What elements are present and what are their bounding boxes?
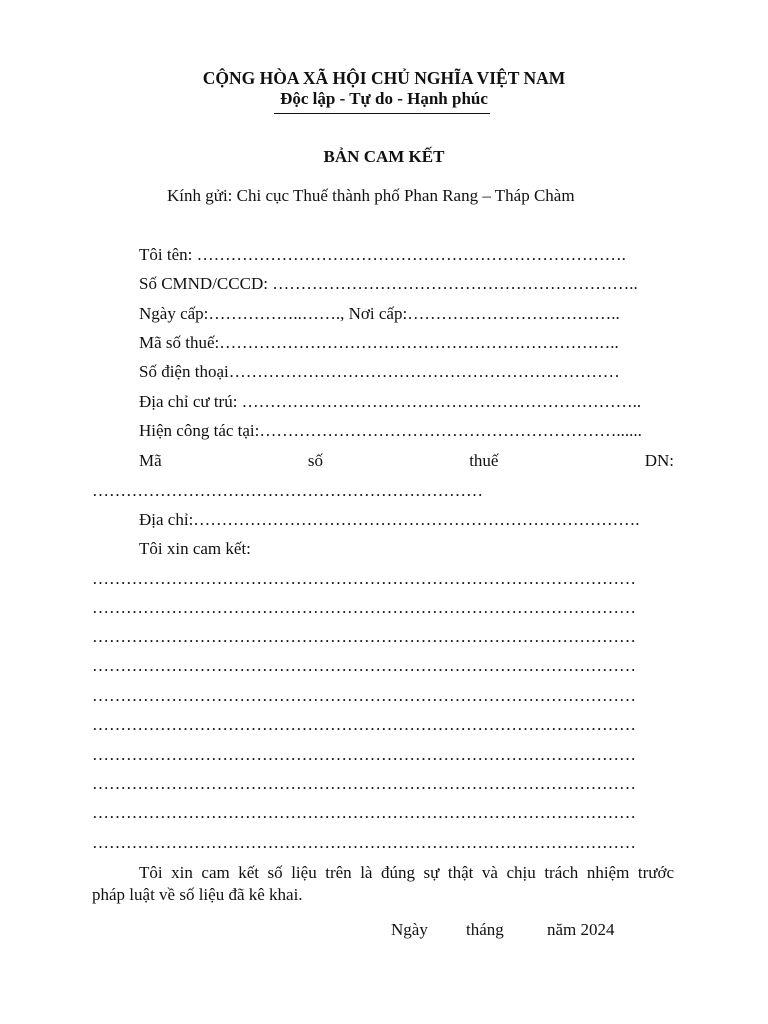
workplace-field: Hiện công tác tại:………………………………………………………...... xyxy=(139,421,642,440)
commitment-blank-line: …………………………………………………………………………………… xyxy=(92,627,636,646)
phone-field: Số điện thoại…………………………………………………………… xyxy=(139,362,620,381)
document-title: BẢN CAM KẾT xyxy=(323,147,445,166)
commitment-blank-line: …………………………………………………………………………………… xyxy=(92,686,636,705)
national-title: CỘNG HÒA XÃ HỘI CHỦ NGHĨA VIỆT NAM xyxy=(202,68,566,88)
commitment-label: Tôi xin cam kết: xyxy=(139,539,251,558)
date-line xyxy=(391,920,615,940)
closing-statement xyxy=(92,862,674,906)
id-number-field: Số CMND/CCCD: ……………………………………………………….. xyxy=(139,274,638,293)
name-field: Tôi tên: …………………………………………………………………. xyxy=(139,245,626,264)
business-tax-word: thuế xyxy=(469,451,499,470)
business-tax-code-label xyxy=(139,451,674,471)
address-field: Địa chỉ:……………………………………………………………………. xyxy=(139,510,640,529)
residence-address-field: Địa chỉ cư trú: …………………………………………………………….. xyxy=(139,392,642,411)
tax-code-field: Mã số thuế:…………………………………………………………….. xyxy=(139,333,619,352)
national-motto: Độc lập - Tự do - Hạnh phúc xyxy=(280,89,488,108)
recipient-line: Kính gửi: Chi cục Thuế thành phố Phan Rang – Tháp Chàm xyxy=(167,186,575,205)
commitment-blank-line: …………………………………………………………………………………… xyxy=(92,715,636,734)
commitment-blank-line: …………………………………………………………………………………… xyxy=(92,745,636,764)
business-tax-word: Mã xyxy=(139,451,162,470)
closing-line-1: Tôi xin cam kết số liệu trên là đúng sự thật và chịu trách nhiệm trước xyxy=(139,863,674,882)
date-year-label: năm 2024 xyxy=(547,920,615,939)
closing-line-2: pháp luật về số liệu đã kê khai. xyxy=(92,885,303,904)
commitment-blank-line: …………………………………………………………………………………… xyxy=(92,569,636,588)
commitment-blank-line: …………………………………………………………………………………… xyxy=(92,656,636,675)
issue-date-place-field: Ngày cấp:……………..……., Nơi cấp:……………………………….. xyxy=(139,304,620,323)
motto-underline xyxy=(274,113,490,114)
business-tax-code-blank: …………………………………………………………… xyxy=(92,481,483,500)
commitment-blank-line: …………………………………………………………………………………… xyxy=(92,774,636,793)
commitment-blank-line: …………………………………………………………………………………… xyxy=(92,803,636,822)
business-tax-word: DN: xyxy=(644,451,674,470)
commitment-blank-line: …………………………………………………………………………………… xyxy=(92,598,636,617)
business-tax-word: số xyxy=(307,451,323,470)
commitment-blank-line: …………………………………………………………………………………… xyxy=(92,833,636,852)
date-day-label: Ngày xyxy=(391,920,428,939)
date-month-label: tháng xyxy=(466,920,504,939)
